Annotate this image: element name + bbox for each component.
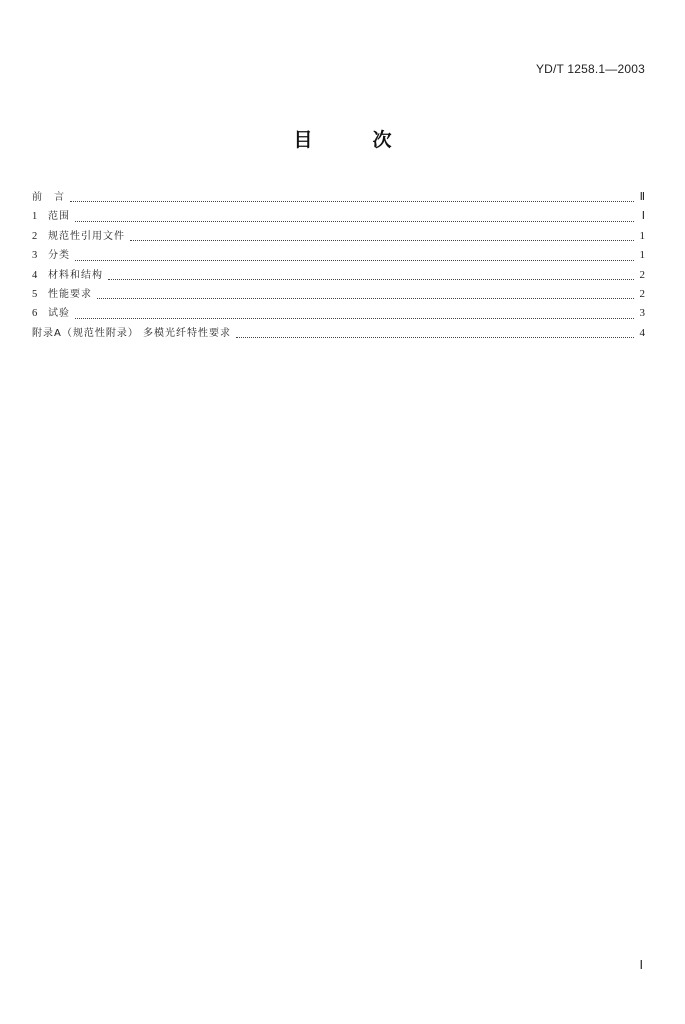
toc-leader-dots	[75, 260, 634, 261]
toc-leader-dots	[70, 201, 634, 202]
title-char-2: 次	[372, 129, 392, 151]
toc-entry-label: 分类	[48, 250, 70, 262]
toc-entry-page: 4	[639, 326, 645, 339]
toc-entry-page: 3	[639, 307, 645, 320]
toc-entry-number: 4	[32, 269, 38, 281]
toc-entry-number: 2	[32, 230, 38, 242]
toc-entry-normative-references[interactable]	[32, 227, 645, 246]
toc-entry-performance-requirements[interactable]	[32, 285, 645, 304]
toc-entry-number: 3	[32, 250, 38, 262]
toc-entry-label: 性能要求	[48, 288, 92, 300]
standard-code: YD/T 1258.1—2003	[535, 62, 645, 76]
toc-entry-page: Ⅰ	[641, 210, 645, 223]
toc-entry-label: 试验	[48, 308, 70, 320]
toc-leader-dots	[108, 279, 634, 280]
title-char-1: 目	[293, 129, 313, 151]
toc-entry-label: 前 言	[32, 191, 65, 203]
toc-entry-number: 1	[32, 211, 38, 223]
toc-leader-dots	[130, 240, 634, 241]
toc-entry-label: 范围	[48, 211, 70, 223]
toc-entry-annex-a[interactable]	[32, 324, 645, 343]
toc-leader-dots	[75, 318, 634, 319]
toc-entry-page: 1	[639, 249, 645, 262]
toc-entry-materials-structure[interactable]	[32, 266, 645, 285]
toc-leader-dots	[236, 337, 634, 338]
page-number: Ⅰ	[639, 958, 643, 972]
toc-entry-tests[interactable]	[32, 304, 645, 323]
toc-entry-page: 2	[639, 287, 645, 300]
toc-entry-label: 附录A（规范性附录） 多模光纤特性要求	[32, 327, 232, 339]
toc-entry-number: 6	[32, 308, 38, 320]
toc-entry-foreword[interactable]	[32, 188, 645, 207]
page-title	[0, 125, 685, 152]
toc-entry-label: 规范性引用文件	[48, 230, 125, 242]
toc-entry-page: Ⅱ	[639, 190, 645, 203]
toc-entry-label: 材料和结构	[48, 269, 103, 281]
toc-entry-page: 1	[639, 229, 645, 242]
toc-entry-number: 5	[32, 288, 38, 300]
table-of-contents	[32, 188, 645, 343]
toc-entry-classification[interactable]	[32, 246, 645, 265]
toc-leader-dots	[97, 298, 634, 299]
toc-entry-scope[interactable]	[32, 207, 645, 226]
toc-leader-dots	[75, 221, 634, 222]
toc-entry-page: 2	[639, 268, 645, 281]
